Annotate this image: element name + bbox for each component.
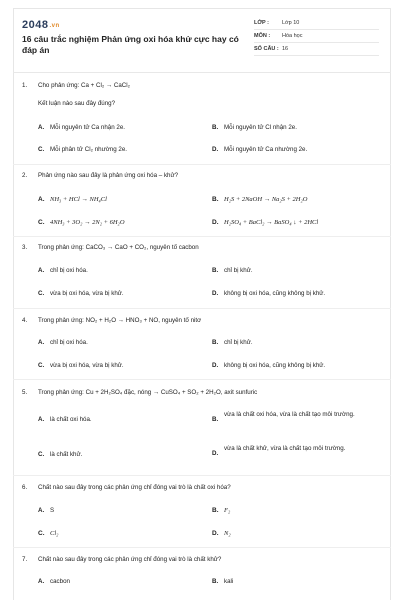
- question-divider: [13, 164, 391, 165]
- option-text: cacbon: [50, 578, 70, 585]
- option-text: N₂: [224, 530, 231, 537]
- logo-text: 2048: [22, 19, 49, 31]
- option-1a[interactable]: [38, 124, 125, 132]
- option-text: S: [50, 507, 55, 514]
- option-label: B.: [212, 196, 219, 203]
- option-text: vừa bị oxi hóa, vừa bị khử.: [50, 290, 124, 297]
- question-number: 3.: [22, 244, 28, 251]
- option-4b[interactable]: [212, 339, 253, 347]
- option-5d[interactable]: [212, 445, 364, 458]
- question-divider: [13, 236, 391, 237]
- question-number: 1.: [22, 82, 28, 89]
- document-title: 16 câu trắc nghiệm Phản ứng oxi hóa khử cực hay có đáp án: [22, 34, 239, 55]
- option-label: D.: [212, 290, 219, 297]
- question-divider: [13, 547, 391, 548]
- option-text: chỉ bị oxi hóa.: [50, 267, 88, 274]
- option-4c[interactable]: [38, 362, 124, 370]
- option-label: C.: [38, 530, 45, 537]
- option-text: không bị oxi hóa, cũng không bị khử.: [224, 290, 326, 297]
- option-text: Mỗi nguyên tử Cl nhận 2e.: [224, 124, 297, 131]
- option-3d[interactable]: [212, 290, 325, 298]
- option-text: 4NH₃ + 3O₂ → 2N₂ + 6H₂O: [50, 219, 125, 226]
- meta-key: SỐ CÂU :: [254, 46, 279, 52]
- option-4d[interactable]: [212, 362, 325, 370]
- option-2a[interactable]: [38, 196, 107, 204]
- option-label: A.: [38, 339, 45, 346]
- site-logo[interactable]: [22, 19, 60, 31]
- option-label: C.: [38, 290, 45, 297]
- question-subtext: Kết luận nào sau đây đúng?: [38, 100, 116, 107]
- option-label: B.: [212, 124, 219, 131]
- option-3b[interactable]: [212, 267, 253, 275]
- header-divider: [13, 72, 391, 73]
- option-text: không bị oxi hóa, cũng không bị khử.: [224, 362, 326, 369]
- option-label: A.: [38, 416, 45, 423]
- question-text: Trong phản ứng: NO₂ + H₂O → HNO₃ + NO, nguyên tố nitơ: [38, 317, 202, 324]
- option-label: A.: [38, 124, 45, 131]
- option-label: A.: [38, 507, 45, 514]
- option-label: C.: [38, 362, 45, 369]
- question-text: Trong phản ứng: CaCO₃ → CaO + CO₂, nguyên tố cacbon: [38, 244, 199, 251]
- option-label: B.: [212, 578, 219, 585]
- option-text: chỉ bị oxi hóa.: [50, 339, 88, 346]
- option-label: B.: [212, 339, 219, 346]
- option-7b[interactable]: [212, 578, 233, 586]
- meta-row-subject: [254, 30, 379, 43]
- meta-key: MÔN :: [254, 33, 271, 39]
- question-text: Phản ứng nào sau đây là phản ứng oxi hóa – khử?: [38, 172, 179, 179]
- option-text: Cl₂: [50, 530, 59, 537]
- option-1c[interactable]: [38, 146, 127, 154]
- meta-key: LỚP :: [254, 20, 269, 26]
- meta-value: Lớp 10: [282, 20, 300, 26]
- question-text: Chất nào sau đây trong các phản ứng chỉ đóng vai trò là chất khử?: [38, 556, 222, 563]
- option-label: C.: [38, 146, 45, 153]
- question-text: Chất nào sau đây trong các phản ứng chỉ đóng vai trò là chất oxi hóa?: [38, 484, 231, 491]
- option-text: H₂S + 2NaOH → Na₂S + 2H₂O: [224, 196, 308, 203]
- option-label: B.: [212, 507, 219, 514]
- option-label: B.: [212, 267, 219, 274]
- option-text: H₂SO₄ + BaCl₂ → BaSO₄ ↓ + 2HCl: [224, 219, 319, 226]
- option-text: chỉ bị khử.: [224, 339, 253, 346]
- question-divider: [13, 379, 391, 380]
- question-number: 2.: [22, 172, 28, 179]
- meta-value: Hóa học: [282, 33, 303, 39]
- option-label: D.: [212, 450, 219, 457]
- option-label: A.: [38, 196, 45, 203]
- option-5a[interactable]: [38, 416, 92, 424]
- option-text: vừa là chất oxi hóa, vừa là chất tạo môi trường.: [224, 411, 355, 418]
- option-text: là chất oxi hóa.: [50, 416, 92, 423]
- question-number: 7.: [22, 556, 28, 563]
- option-6b[interactable]: [212, 507, 230, 515]
- option-6d[interactable]: [212, 530, 231, 538]
- meta-value: 16: [282, 46, 289, 52]
- option-text: Mỗi nguyên tử Ca nhận 2e.: [50, 124, 126, 131]
- option-text: Mỗi nguyên tử Ca nhường 2e.: [224, 146, 308, 153]
- option-label: D.: [212, 530, 219, 537]
- option-5c[interactable]: [38, 451, 82, 459]
- question-number: 5.: [22, 389, 28, 396]
- option-text: vừa là chất khử, vừa là chất tạo môi trường.: [224, 445, 346, 452]
- option-7a[interactable]: [38, 578, 70, 586]
- meta-info: [254, 17, 379, 56]
- option-text: là chất khử.: [50, 451, 83, 458]
- option-2d[interactable]: [212, 219, 318, 227]
- meta-row-grade: [254, 17, 379, 30]
- option-text: F₂: [224, 507, 231, 514]
- option-3c[interactable]: [38, 290, 124, 298]
- option-text: Mỗi phân tử Cl₂ nhường 2e.: [50, 146, 128, 153]
- option-text: chỉ bị khử.: [224, 267, 253, 274]
- option-3a[interactable]: [38, 267, 88, 275]
- option-2b[interactable]: [212, 196, 307, 204]
- option-text: kali: [224, 578, 234, 585]
- question-number: 6.: [22, 484, 28, 491]
- question-text: Cho phản ứng: Ca + Cl₂ → CaCl₂: [38, 82, 131, 89]
- option-label: A.: [38, 578, 45, 585]
- meta-row-count: [254, 43, 379, 56]
- option-label: D.: [212, 219, 219, 226]
- option-5b[interactable]: [212, 411, 364, 424]
- option-label: B.: [212, 416, 219, 423]
- option-text: vừa bị oxi hóa, vừa bị khử.: [50, 362, 124, 369]
- option-label: A.: [38, 267, 45, 274]
- option-label: D.: [212, 146, 219, 153]
- option-4a[interactable]: [38, 339, 88, 347]
- option-1d[interactable]: [212, 146, 307, 154]
- question-divider: [13, 475, 391, 476]
- logo-suffix: .vn: [49, 23, 60, 29]
- option-6c[interactable]: [38, 530, 58, 538]
- option-label: C.: [38, 219, 45, 226]
- option-text: NH₃ + HCl → NH₄Cl: [50, 196, 107, 203]
- document-page: [13, 8, 391, 600]
- option-6a[interactable]: [38, 507, 54, 515]
- question-number: 4.: [22, 317, 28, 324]
- option-1b[interactable]: [212, 124, 297, 132]
- option-label: C.: [38, 451, 45, 458]
- option-label: D.: [212, 362, 219, 369]
- question-text: Trong phản ứng: Cu + 2H₂SO₄ đặc, nóng → CuSO₄ + SO₂ + 2H₂O, axit sunfuric: [38, 389, 258, 396]
- question-divider: [13, 308, 391, 309]
- option-2c[interactable]: [38, 219, 125, 227]
